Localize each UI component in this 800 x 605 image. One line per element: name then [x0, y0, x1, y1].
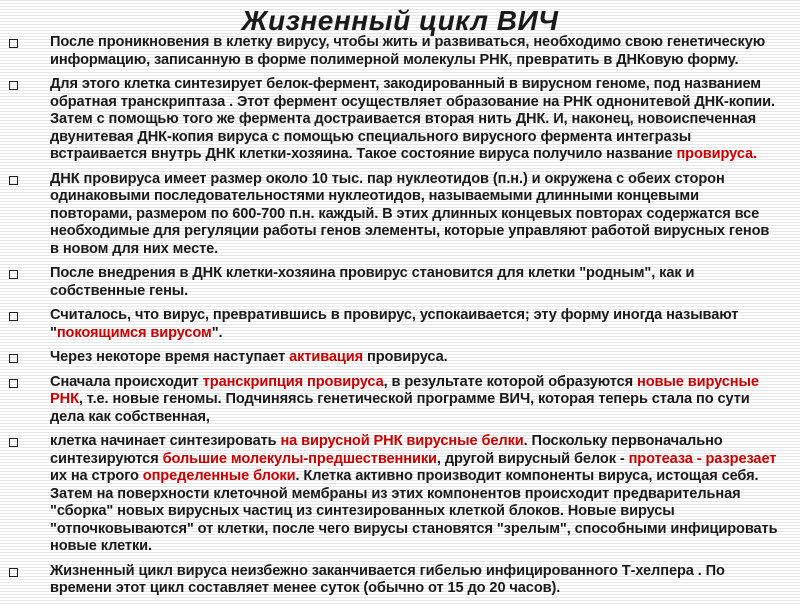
- hollow-square-bullet-icon: [9, 568, 18, 577]
- bullet-2-highlight-provirus: провируса.: [676, 146, 757, 162]
- hollow-square-bullet-icon: [9, 312, 18, 321]
- bullet-6-text: Через некоторе время наступает: [50, 349, 290, 365]
- bullet-5-text: Считалось, что вирус, превратившись в провирус, успокаивается; эту форму иногда называют ": [50, 307, 739, 341]
- bullet-8-text-4: их на строго: [50, 468, 143, 484]
- bullet-item-8: [0, 433, 800, 556]
- bullet-item-5: [0, 307, 800, 342]
- hollow-square-bullet-icon: [9, 270, 18, 279]
- bullet-item-9: [0, 563, 800, 598]
- bullet-item-2: [0, 76, 800, 164]
- bullet-9-text: Жизненный цикл вируса неизбежно заканчивается гибелью инфицированного Т-хелпера . По времени этот цикл составляет менее суток (обычно от 15 до 20 часов).: [50, 562, 725, 596]
- bullet-6-text-end: провируса.: [363, 349, 448, 365]
- hollow-square-bullet-icon: [9, 354, 18, 363]
- bullet-1-text: После проникновения в клетку вирусу, чтобы жить и развиваться, необходимо свою генетическую информацию, записанную в форме полимерной молекулы РНК, превратить в ДНКовую форму.: [50, 34, 766, 68]
- hollow-square-bullet-icon: [9, 39, 18, 48]
- bullet-item-6: [0, 349, 800, 367]
- bullet-3-text: ДНК провируса имеет размер около 10 тыс. пар нуклеотидов (п.н.) и окружена с обеих сторон одинаковыми последовательностями нуклеотидов, называемыми длинными концевыми повторами, размером по 600-700 п.н. каждый. В этих длинных концевых повторах содержатся все необходимые для регуляции работы генов элементы, которые управляют работой вирусных генов в новом для них месте.: [50, 170, 770, 257]
- bullet-8-highlight-viral-proteins: на вирусной РНК вирусные белки: [280, 433, 524, 449]
- bullet-7-text: Сначала происходит: [50, 373, 203, 390]
- bullet-item-1: [0, 34, 800, 69]
- bullet-2-text: Для этого клетка синтезирует белок-фермент, закодированный в вирусном геноме, под названием обратная транскриптаза . Этот фермент осуществляет образование на РНК однонитевой ДНК-копии. Затем с помощью того же фермента достраивается вторая нить ДНК. И, наконец, новоиспеченная двунитевая ДНК-копия вируса с помощью специального вирусного фермента интегразы встраивается внутрь ДНК клетки-хозяина. Такое состояние вируса получило название: [50, 76, 775, 162]
- bullet-8-highlight-protease: протеаза - разрезает: [628, 450, 777, 467]
- bullet-7-highlight-new-rna: новые вирусные РНК: [50, 373, 759, 407]
- bullet-item-3: [0, 171, 800, 259]
- hollow-square-bullet-icon: [9, 81, 18, 90]
- bullet-8-highlight-blocks: определенные блоки: [142, 468, 296, 484]
- bullet-8-highlight-precursors: большие молекулы-предшественники: [162, 450, 437, 467]
- hollow-square-bullet-icon: [9, 438, 18, 447]
- hollow-square-bullet-icon: [9, 379, 18, 388]
- bullet-8-text-3: , другой вирусный белок -: [436, 450, 629, 467]
- bullet-8-text-2: . Поскольку первоначально синтезируются: [50, 433, 723, 467]
- bullet-7-highlight-transcription: транскрипция провируса: [202, 373, 384, 390]
- slide-title: Жизненный цикл ВИЧ: [241, 5, 559, 36]
- bullet-4-text: После внедрения в ДНК клетки-хозяина провирус становится для клетки "родным", как и собственные гены.: [50, 265, 695, 299]
- bullet-item-7: [0, 374, 800, 427]
- bullet-5-text-end: ".: [211, 324, 223, 341]
- hollow-square-bullet-icon: [9, 176, 18, 185]
- bullet-6-highlight-activation: активация: [289, 349, 364, 365]
- bullet-7-text-end: , т.е. новые геномы. Подчиняясь генетической программе ВИЧ, которая теперь стала по сути дела как собственная,: [50, 391, 750, 425]
- bullet-item-4: [0, 265, 800, 300]
- bullet-list: [0, 34, 800, 605]
- bullet-5-highlight-dormant-virus: покоящимся вирусом: [56, 324, 212, 341]
- bullet-7-text-mid: , в результате которой образуются: [383, 373, 638, 390]
- bullet-8-text-end: . Клетка активно производит компоненты вируса, истощая себя. Затем на поверхности клеточной мембраны из этих компонентов происходит предварительная "сборка" новых вирусных частиц из синтезированных клеткой блоков. Новые вирусы "отпочковываются" от клетки, после чего вирусы становятся "зрелым", способными инфицировать новые клетки.: [50, 468, 778, 554]
- bullet-8-text: клетка начинает синтезировать: [50, 433, 281, 449]
